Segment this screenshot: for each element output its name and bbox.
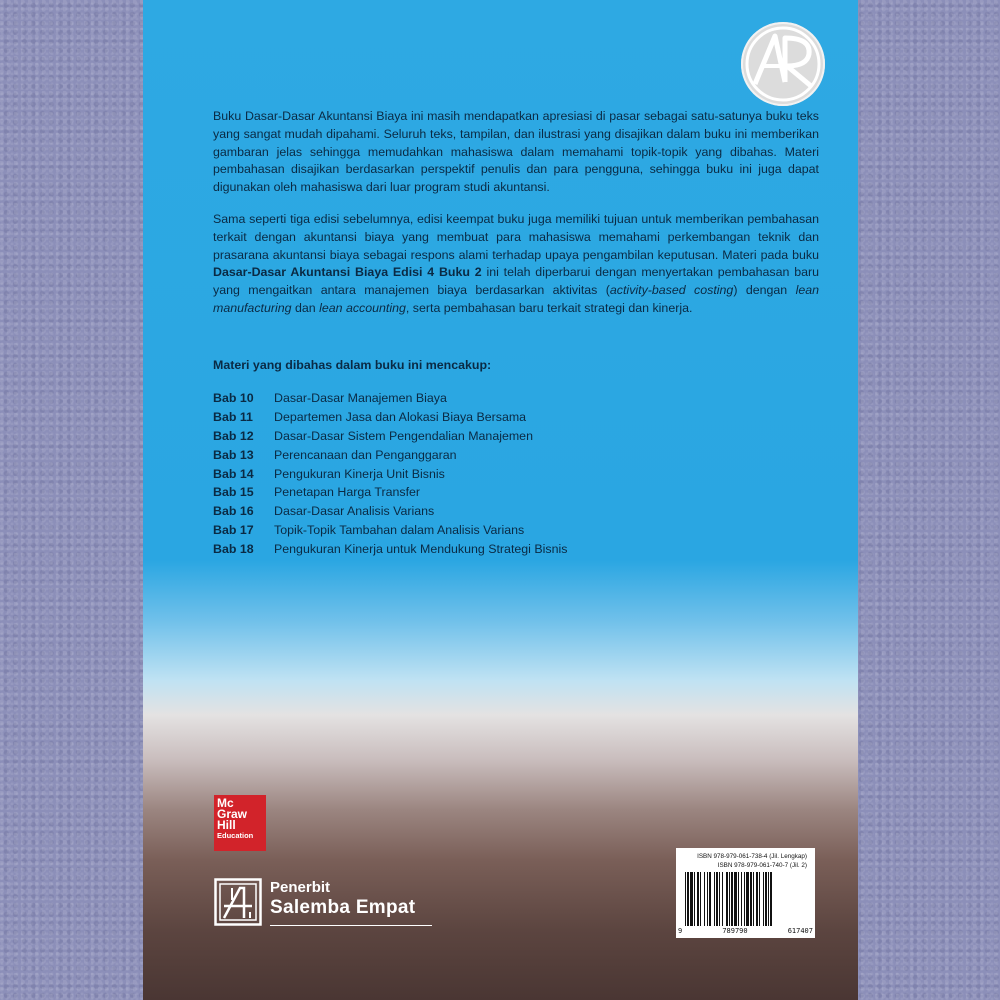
mcgraw-hill-logo — [214, 795, 266, 851]
chapter-title: Departemen Jasa dan Alokasi Biaya Bersama — [274, 409, 527, 424]
chapter-number: Bab 11 — [213, 409, 253, 424]
contents-intro: Materi yang dibahas dalam buku ini mencakup: — [213, 358, 492, 372]
chapter-title: Pengukuran Kinerja Unit Bisnis — [274, 466, 445, 481]
term-lean-accounting: lean accounting — [319, 300, 406, 315]
description-paragraph-1: Buku Dasar-Dasar Akuntansi Biaya ini masih mendapatkan apresiasi di pasar sebagai satu-satunya buku teks yang sangat mudah dipahami. Seluruh teks, tampilan, dan ilustrasi yang disajikan dalam buku ini memberikan gambaran jelas sehingga memudahkan mahasiswa dalam memahami topik-topik yang dibahas. Materi pembahasan disajikan berdasarkan perspektif penulis dan para pengguna, sehingga buku ini juga dapat digunakan oleh mahasiswa dari luar program studi akuntansi. — [213, 109, 819, 195]
chapter-title: Topik-Topik Tambahan dalam Analisis Varians — [274, 523, 525, 538]
publisher-name — [270, 879, 415, 919]
barcode-icon — [685, 872, 806, 926]
salemba-empat-logo-icon — [214, 878, 262, 926]
paragraph-2-text-1: Sama seperti tiga edisi sebelumnya, edisi keempat buku juga memiliki tujuan untuk memberikan pembahasan terkait dengan akuntansi biaya yang membuat para mahasiswa memahami perkembangan teknik dan prasarana akuntansi biaya sebagai respons alami terhadap upaya pengambilan keputusan. Materi pada buku — [213, 212, 819, 262]
chapter-number: Bab 15 — [213, 485, 254, 500]
chapter-item — [213, 483, 773, 502]
chapter-title: Penetapan Harga Transfer — [274, 485, 421, 500]
paragraph-2-text-5: , serta pembahasan baru terkait strategi dan kinerja. — [405, 300, 693, 315]
isbn-barcode-box — [676, 848, 815, 938]
chapter-number: Bab 16 — [213, 504, 254, 519]
mcgraw-line-4: Education — [217, 831, 254, 840]
mcgraw-line-3: Hill — [217, 818, 236, 832]
paragraph-2-text-2: ini telah diperbarui dengan menyertakan pembahasan baru yang mengaitkan antara manajemen biaya berdasarkan aktivitas ( — [213, 265, 819, 298]
isbn-volume-2: ISBN 978-979-061-740-7 (Jil. 2) — [717, 861, 807, 869]
chapter-title: Perencanaan dan Penganggaran — [274, 447, 457, 462]
publisher-title: Salemba Empat — [270, 897, 416, 918]
chapter-item — [213, 502, 773, 521]
chapter-number: Bab 18 — [213, 542, 254, 557]
chapter-title: Pengukuran Kinerja untuk Mendukung Strategi Bisnis — [274, 542, 568, 557]
ar-monogram-icon — [741, 22, 825, 106]
chapter-number: Bab 12 — [213, 428, 254, 443]
barcode-digits — [678, 927, 813, 936]
chapter-item — [213, 521, 773, 540]
chapter-title: Dasar-Dasar Analisis Varians — [274, 504, 435, 519]
chapter-number: Bab 13 — [213, 447, 254, 462]
term-activity-based-costing: activity-based costing — [609, 283, 734, 298]
chapter-list — [213, 389, 773, 559]
chapter-title: Dasar-Dasar Sistem Pengendalian Manajemen — [274, 428, 533, 443]
publisher-divider — [270, 925, 432, 926]
publisher-label: Penerbit — [270, 879, 331, 896]
chapter-item — [213, 446, 773, 465]
barcode-digit-group: 617407 — [787, 927, 813, 935]
mcgraw-line-2: Graw — [217, 807, 248, 821]
paragraph-2-text-4: dan — [291, 300, 320, 315]
isbn-complete-set: ISBN 978-979-061-738-4 (Jil. Lengkap) — [697, 853, 807, 860]
chapter-number: Bab 10 — [213, 391, 254, 405]
chapter-item — [213, 540, 773, 559]
chapter-item — [213, 389, 773, 408]
book-title-bold: Dasar-Dasar Akuntansi Biaya Edisi 4 Buku 2 — [213, 265, 482, 280]
description-paragraph-2 — [213, 211, 819, 318]
barcode-digit-group: 9 — [678, 927, 683, 935]
chapter-title: Dasar-Dasar Manajemen Biaya — [274, 391, 447, 405]
term-lean-manufacturing: lean manufacturing — [213, 283, 819, 315]
barcode-digit-group: 789790 — [722, 927, 748, 935]
chapter-number: Bab 17 — [213, 523, 254, 538]
chapter-item — [213, 427, 773, 446]
chapter-item — [213, 408, 773, 427]
paragraph-2-text-3: ) dengan — [733, 283, 796, 298]
chapter-item — [213, 465, 773, 484]
chapter-number: Bab 14 — [213, 466, 254, 481]
mcgraw-line-1: Mc — [217, 796, 234, 810]
